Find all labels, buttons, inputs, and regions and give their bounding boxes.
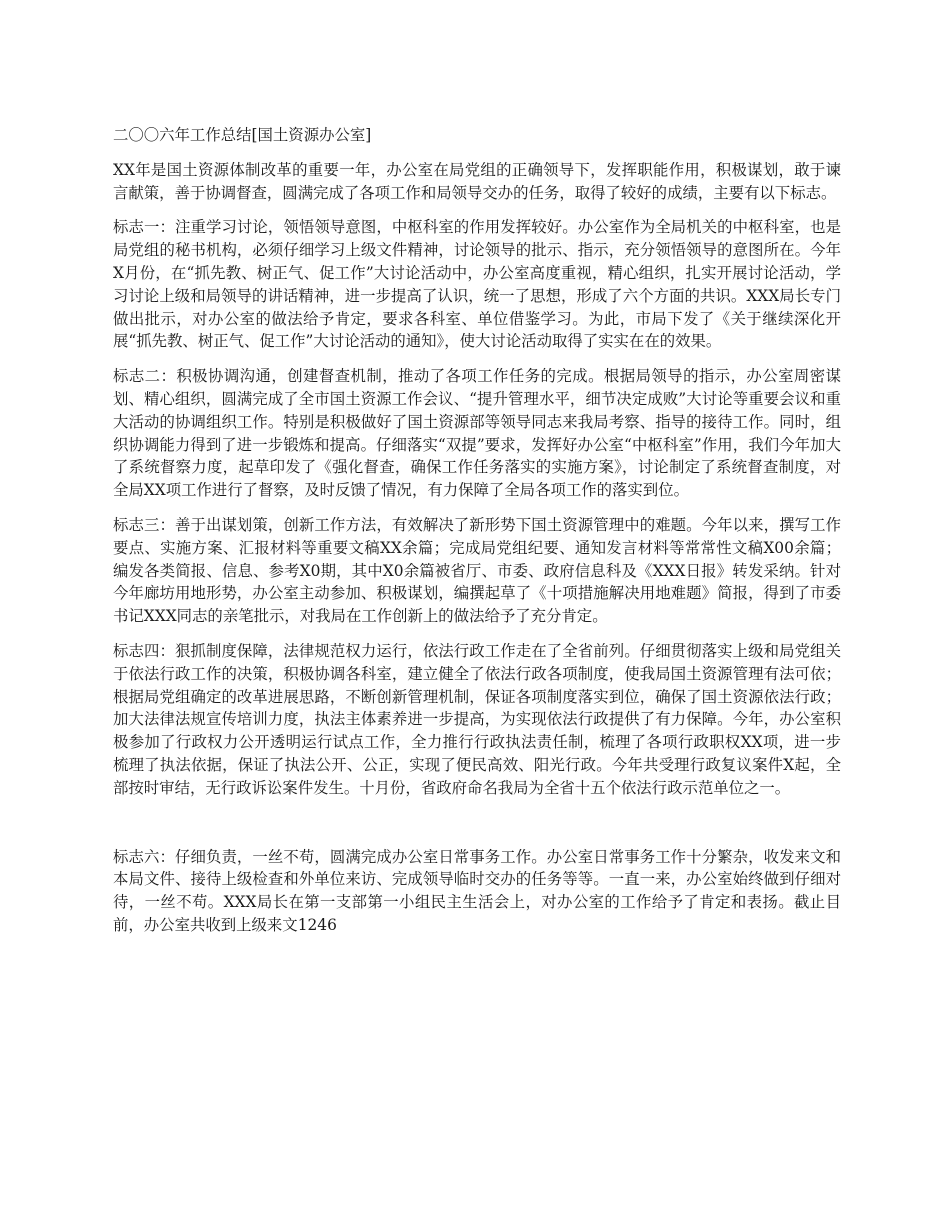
document-title: 二〇〇六年工作总结[国土资源办公室] [113,126,372,144]
blank-spacer [113,812,841,846]
paragraph-mark-2: 标志二：积极协调沟通，创建督查机制，推动了各项工作任务的完成。根据局领导的指示，办公室周密谋划、精心组织，圆满完成了全市国土资源工作会议、“提升管理水平，细节决定成败”大讨论等重要会议和重大活动的协调组织工作。特别是积极做好了国土资源部等领导同志来我局考察、指导的接待工作。同时，组织协调能力得到了进一步锻炼和提高。仔细落实“双提”要求，发挥好办公室“中枢科室”作用，我们今年加大了系统督察力度，起草印发了《强化督查，确保工作任务落实的实施方案》，讨论制定了系统督查制度，对全局XX项工作进行了督察，及时反馈了情况，有力保障了全局各项工作的落实到位。 [113,367,841,500]
paragraph-mark-4: 标志四：狠抓制度保障，法律规范权力运行，依法行政工作走在了全省前列。仔细贯彻落实上级和局党组关于依法行政工作的决策，积极协调各科室，建立健全了依法行政各项制度，使我局国土资源管理有法可依；根据局党组确定的改革进展思路，不断创新管理机制，保证各项制度落实到位，确保了国土资源依法行政；加大法律法规宣传培训力度，执法主体素养进一步提高，为实现依法行政提供了有力保障。今年，办公室积极参加了行政权力公开透明运行试点工作，全力推行行政执法责任制，梳理了各项行政职权XX项，进一步梳理了执法依据，保证了执法公开、公正，实现了便民高效、阳光行政。今年共受理行政复议案件X起，全部按时审结，无行政诉讼案件发生。十月份，省政府命名我局为全省十五个依法行政示范单位之一。 [113,641,841,797]
paragraph-mark-1: 标志一：注重学习讨论，领悟领导意图，中枢科室的作用发挥较好。办公室作为全局机关的中枢科室，也是局党组的秘书机构，必须仔细学习上级文件精神，讨论领导的批示、指示，充分领悟领导的意图所在。今年X月份，在“抓先教、树正气、促工作”大讨论活动中，办公室高度重视，精心组织，扎实开展讨论活动，学习讨论上级和局领导的讲话精神，进一步提高了认识，统一了思想，形成了六个方面的共识。XXX局长专门做出批示，对办公室的做法给予肯定，要求各科室、单位借鉴学习。为此，市局下发了《关于继续深化开展“抓先教、树正气、促工作”大讨论活动的通知》，使大讨论活动取得了实实在在的效果。 [113,218,841,351]
document-body [113,124,841,949]
paragraph-mark-3: 标志三：善于出谋划策，创新工作方法，有效解决了新形势下国土资源管理中的难题。今年以来，撰写工作要点、实施方案、汇报材料等重要文稿XX余篇；完成局党组纪要、通知发言材料等常常性文稿X00余篇；编发各类简报、信息、参考X0期，其中X0余篇被省厅、市委、政府信息科及《XXX日报》转发采纳。针对今年廊坊用地形势，办公室主动参加、积极谋划，编撰起草了《十项措施解决用地难题》简报，得到了市委书记XXX同志的亲笔批示，对我局在工作创新上的做法给予了充分肯定。 [113,515,841,626]
paragraph-mark-6: 标志六：仔细负责，一丝不苟，圆满完成办公室日常事务工作。办公室日常事务工作十分繁杂，收发来文和本局文件、接待上级检查和外单位来访、完成领导临时交办的任务等等。一直一来，办公室始终做到仔细对待，一丝不苟。XXX局长在第一支部第一小组民主生活会上，对办公室的工作给予了肯定和表扬。截止目前，办公室共收到上级来文1246 [113,847,841,934]
paragraph-intro: XX年是国土资源体制改革的重要一年，办公室在局党组的正确领导下，发挥职能作用，积极谋划，敢于谏言献策，善于协调督查，圆满完成了各项工作和局领导交办的任务，取得了较好的成绩，主要有以下标志。 [113,160,841,202]
